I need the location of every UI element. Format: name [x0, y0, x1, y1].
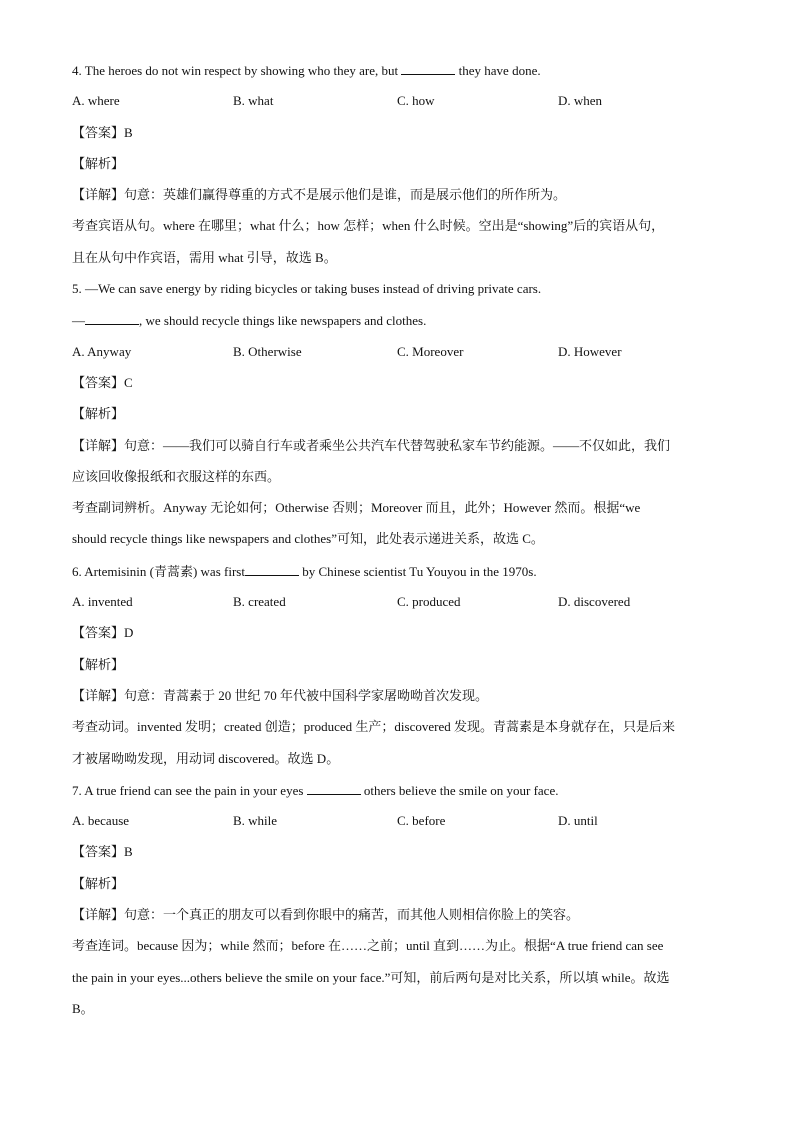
detail-line: 【详解】句意：一个真正的朋友可以看到你眼中的痛苦，而其他人则相信你脸上的笑容。 — [72, 907, 580, 923]
detail-line: 应该回收像报纸和衣服这样的东西。 — [72, 468, 281, 484]
option-a: A. because — [72, 813, 130, 829]
question-text: others believe the smile on your face. — [360, 782, 559, 798]
option-b: B. Otherwise — [233, 343, 302, 359]
question-6-options — [72, 594, 724, 625]
answer-label: 【答案】B — [72, 844, 133, 860]
question-text: , we should recycle things like newspapers and clothes. — [139, 313, 427, 329]
question-5-stem-reply — [72, 312, 724, 343]
detail-line: 【详解】句意：青蒿素于 20 世纪 70 年代被中国科学家屠呦呦首次发现。 — [72, 687, 489, 703]
option-c: C. how — [397, 93, 435, 109]
option-c: C. Moreover — [397, 343, 464, 359]
detail-line: 才被屠呦呦发现，用动词 discovered。故选 D。 — [72, 750, 340, 766]
answer-label: 【答案】B — [72, 124, 133, 140]
detail-line: should recycle things like newspapers and clothes”可知，此处表示递进关系，故选 C。 — [72, 531, 544, 547]
option-d: D. However — [558, 343, 622, 359]
question-text: by Chinese scientist Tu Youyou in the 1970s. — [298, 563, 537, 579]
document-page — [72, 62, 724, 1032]
option-b: B. what — [233, 93, 274, 109]
option-c: C. produced — [397, 594, 461, 610]
question-6-stem — [72, 563, 724, 594]
option-c: C. before — [397, 813, 446, 829]
option-a: A. invented — [72, 594, 133, 610]
question-text: 4. The heroes do not win respect by showing who they are, but — [72, 63, 402, 78]
answer-blank — [245, 563, 299, 576]
answer-blank — [85, 312, 139, 325]
option-a: A. Anyway — [72, 343, 132, 359]
detail-line: 考查动词。invented 发明；created 创造；produced 生产；discovered 发现。青蒿素是本身就存在，只是后来 — [72, 719, 675, 735]
option-d: D. discovered — [558, 594, 631, 610]
detail-line: the pain in your eyes...others believe the smile on your face.”可知，前后两句是对比关系，所以填 while。故选 — [72, 969, 670, 985]
detail-line: B。 — [72, 1000, 94, 1016]
detail-line: 考查连词。because 因为；while 然而；before 在……之前；until 直到……为止。根据“A true friend can see — [72, 938, 664, 954]
option-b: B. while — [233, 813, 278, 829]
question-5-options — [72, 344, 724, 375]
option-a: A. where — [72, 93, 120, 109]
detail-line: 且在从句中作宾语，需用 what 引导，故选 B。 — [72, 249, 337, 265]
detail-line: 【详解】句意：英雄们赢得尊重的方式不是展示他们是谁，而是展示他们的所作所为。 — [72, 187, 567, 203]
option-d: D. when — [558, 93, 603, 109]
analysis-label: 【解析】 — [72, 656, 125, 672]
question-text: 6. Artemisinin (青蒿素) was first — [72, 563, 245, 579]
option-b: B. created — [233, 594, 286, 610]
question-text: 7. A true friend can see the pain in your eyes — [72, 782, 307, 798]
answer-label: 【答案】C — [72, 374, 133, 390]
answer-label: 【答案】D — [72, 625, 134, 641]
question-4-stem — [72, 62, 724, 93]
detail-line: 考查副词辨析。Anyway 无论如何；Otherwise 否则；Moreover 而且，此外；However 然而。根据“we — [72, 500, 641, 516]
question-text: — — [72, 313, 85, 329]
answer-blank — [401, 62, 455, 75]
question-5-stem: 5. —We can save energy by riding bicycles or taking buses instead of driving private cars. — [72, 281, 542, 297]
detail-line: 考查宾语从句。where 在哪里；what 什么；how 怎样；when 什么时候。空出是“showing”后的宾语从句， — [72, 218, 665, 234]
analysis-label: 【解析】 — [72, 155, 125, 171]
answer-blank — [307, 782, 361, 795]
question-7-options — [72, 813, 724, 844]
question-text: they have done. — [455, 63, 541, 78]
option-d: D. until — [558, 813, 598, 829]
analysis-label: 【解析】 — [72, 406, 125, 422]
detail-line: 【详解】句意：——我们可以骑自行车或者乘坐公共汽车代替驾驶私家车节约能源。——不仅如此，我们 — [72, 437, 671, 453]
question-7-stem — [72, 782, 724, 813]
question-4-options — [72, 93, 724, 124]
analysis-label: 【解析】 — [72, 875, 125, 891]
